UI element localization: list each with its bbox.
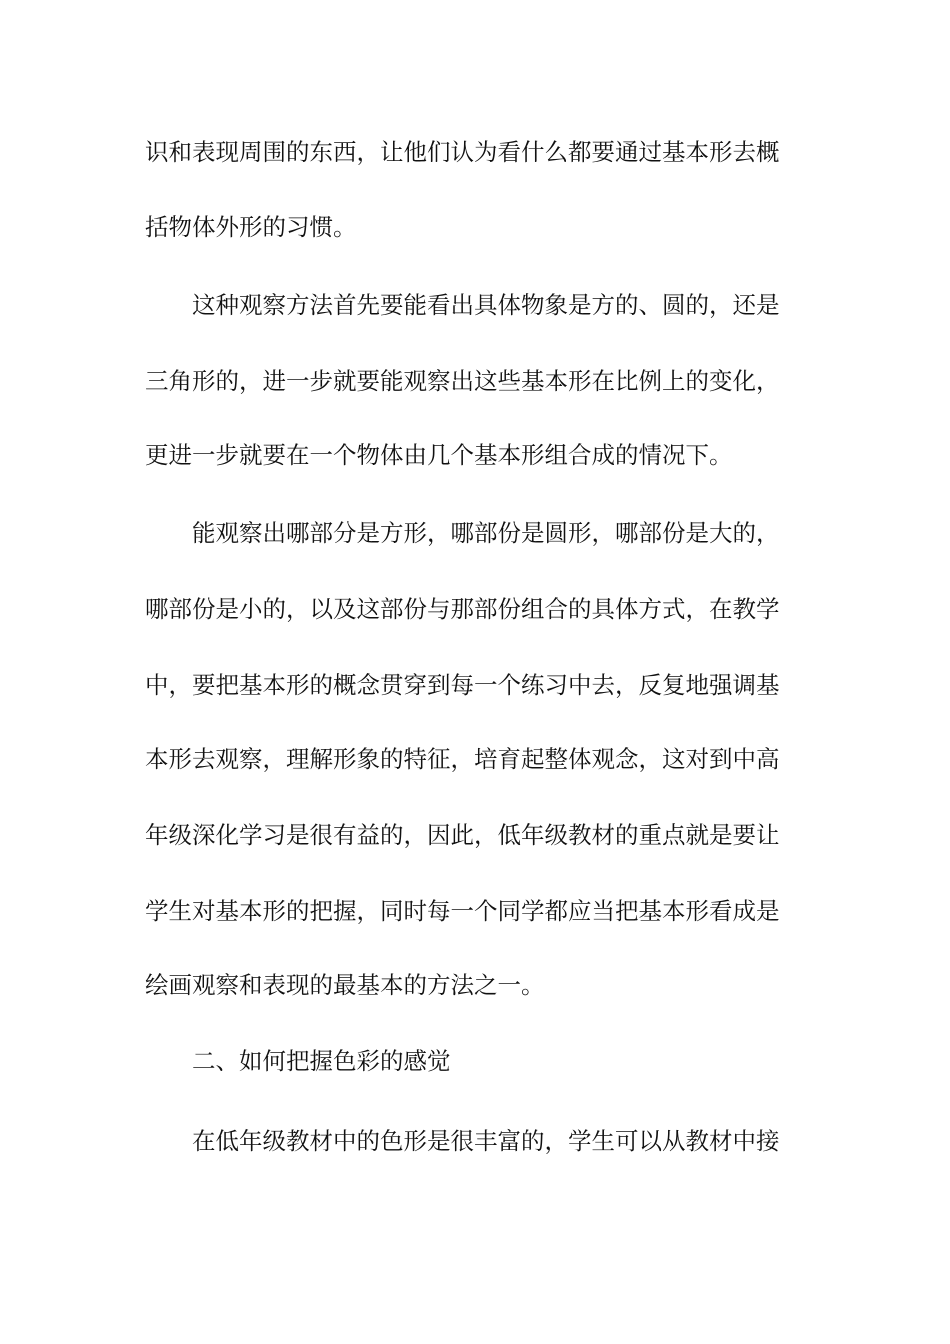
text-line: 年级深化学习是很有益的，因此，低年级教材的重点就是要让 <box>145 821 780 849</box>
text-line: 识和表现周围的东西，让他们认为看什么都要通过基本形去概 <box>145 138 780 166</box>
text-line: 中，要把基本形的概念贯穿到每一个练习中去，反复地强调基 <box>145 671 780 699</box>
text-line: 本形去观察，理解形象的特征，培育起整体观念，这对到中高 <box>145 745 780 773</box>
text-line: 学生对基本形的把握，同时每一个同学都应当把基本形看成是 <box>145 897 780 925</box>
paragraph-first-line: 这种观察方法首先要能看出具体物象是方的、圆的，还是 <box>192 291 780 319</box>
text-line: 三角形的，进一步就要能观察出这些基本形在比例上的变化， <box>145 367 780 395</box>
paragraph-first-line: 能观察出哪部分是方形，哪部份是圆形，哪部份是大的， <box>192 519 780 547</box>
text-line: 绘画观察和表现的最基本的方法之一。 <box>145 971 545 999</box>
paragraph-first-line: 在低年级教材中的色形是很丰富的，学生可以从教材中接 <box>192 1127 780 1155</box>
text-line: 更进一步就要在一个物体由几个基本形组合成的情况下。 <box>145 441 733 469</box>
section-heading: 二、如何把握色彩的感觉 <box>192 1047 451 1075</box>
text-line: 哪部份是小的，以及这部份与那部份组合的具体方式，在教学 <box>145 595 780 623</box>
text-line: 括物体外形的习惯。 <box>145 213 357 241</box>
